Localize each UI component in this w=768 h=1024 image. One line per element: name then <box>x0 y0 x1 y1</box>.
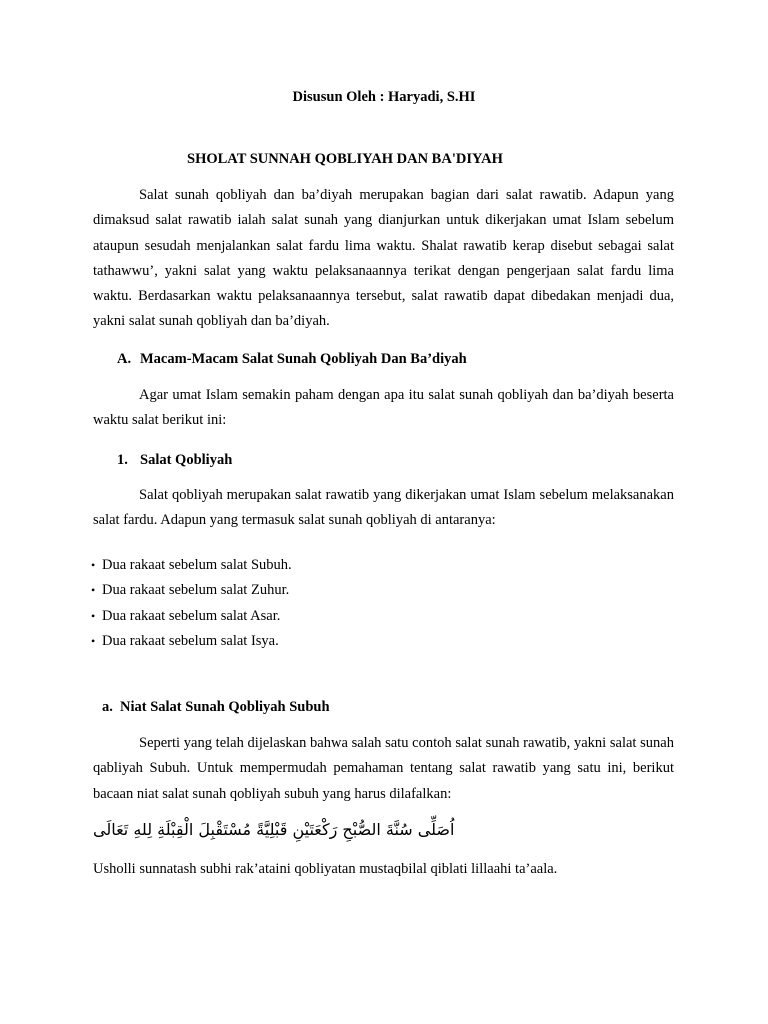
section-a-paragraph: Agar umat Islam semakin paham dengan apa itu salat sunah qobliyah dan ba’diyah beserta waktu salat berikut ini: <box>93 387 674 429</box>
bullet-icon: • <box>91 608 96 623</box>
section-a-heading <box>117 350 467 368</box>
subsection-a-number: a. <box>102 699 113 715</box>
list-item: • Dua rakaat sebelum salat Isya. <box>91 629 292 654</box>
section-1-heading <box>117 451 232 469</box>
arabic-niat-text: اُصَلِّى سُنَّةَ الصُّبْحِ رَكْعَتَيْنِ قَبْلِيَّةً مُسْتَقْبِلَ الْقِبْلَةِ لِلهِ تَعَالَى <box>93 820 455 839</box>
list-item: • Dua rakaat sebelum salat Subuh. <box>91 553 292 578</box>
subsection-a-label: Niat Salat Sunah Qobliyah Subuh <box>120 699 330 715</box>
section-1-paragraph: Salat qobliyah merupakan salat rawatib yang dikerjakan umat Islam sebelum melaksanakan salat fardu. Adapun yang termasuk salat sunah qobliyah di antaranya: <box>93 487 674 529</box>
subsection-a-heading <box>102 698 330 716</box>
section-1-label: Salat Qobliyah <box>140 452 233 468</box>
bullet-icon: • <box>91 558 96 572</box>
bullet-icon: • <box>91 633 96 648</box>
bullet-icon: • <box>91 583 96 598</box>
latin-transliteration: Usholli sunnatash subhi rak’ataini qobliyatan mustaqbilal qiblati lillaahi ta’aala. <box>93 861 558 877</box>
qobliyah-list <box>91 553 292 654</box>
subsection-a-paragraph: Seperti yang telah dijelaskan bahwa salah satu contoh salat sunah rawatib, yakni salat sunah qabliyah Subuh. Untuk mempermudah pemahaman tentang salat rawatib yang satu ini, berikut bacaan niat salat sunah qobliyah subuh yang harus dilafalkan: <box>93 735 674 802</box>
list-item: • Dua rakaat sebelum salat Asar. <box>91 604 292 629</box>
list-item: • Dua rakaat sebelum salat Zuhur. <box>91 578 292 603</box>
author-line: Disusun Oleh : Haryadi, S.HI <box>292 89 476 105</box>
intro-paragraph: Salat sunah qobliyah dan ba’diyah merupakan bagian dari salat rawatib. Adapun yang dimaksud salat rawatib ialah salat sunah yang dianjurkan untuk dikerjakan umat Islam sebelum ataupun sesudah menjalankan salat fardu lima waktu. Shalat rawatib kerap disebut sebagai salat tathawwu’, yakni salat yang waktu pelaksanaannya terikat dengan pengerjaan salat fardu lima waktu. Berdasarkan waktu pelaksanaannya tersebut, salat rawatib dapat dibedakan menjadi dua, yakni salat sunah qobliyah dan ba’diyah. <box>93 187 674 330</box>
document-title: SHOLAT SUNNAH QOBLIYAH DAN BA'DIYAH <box>187 151 503 167</box>
section-1-number: 1. <box>117 452 128 468</box>
section-a-label: Macam-Macam Salat Sunah Qobliyah Dan Ba’diyah <box>140 351 467 367</box>
section-a-number: A. <box>117 351 132 367</box>
